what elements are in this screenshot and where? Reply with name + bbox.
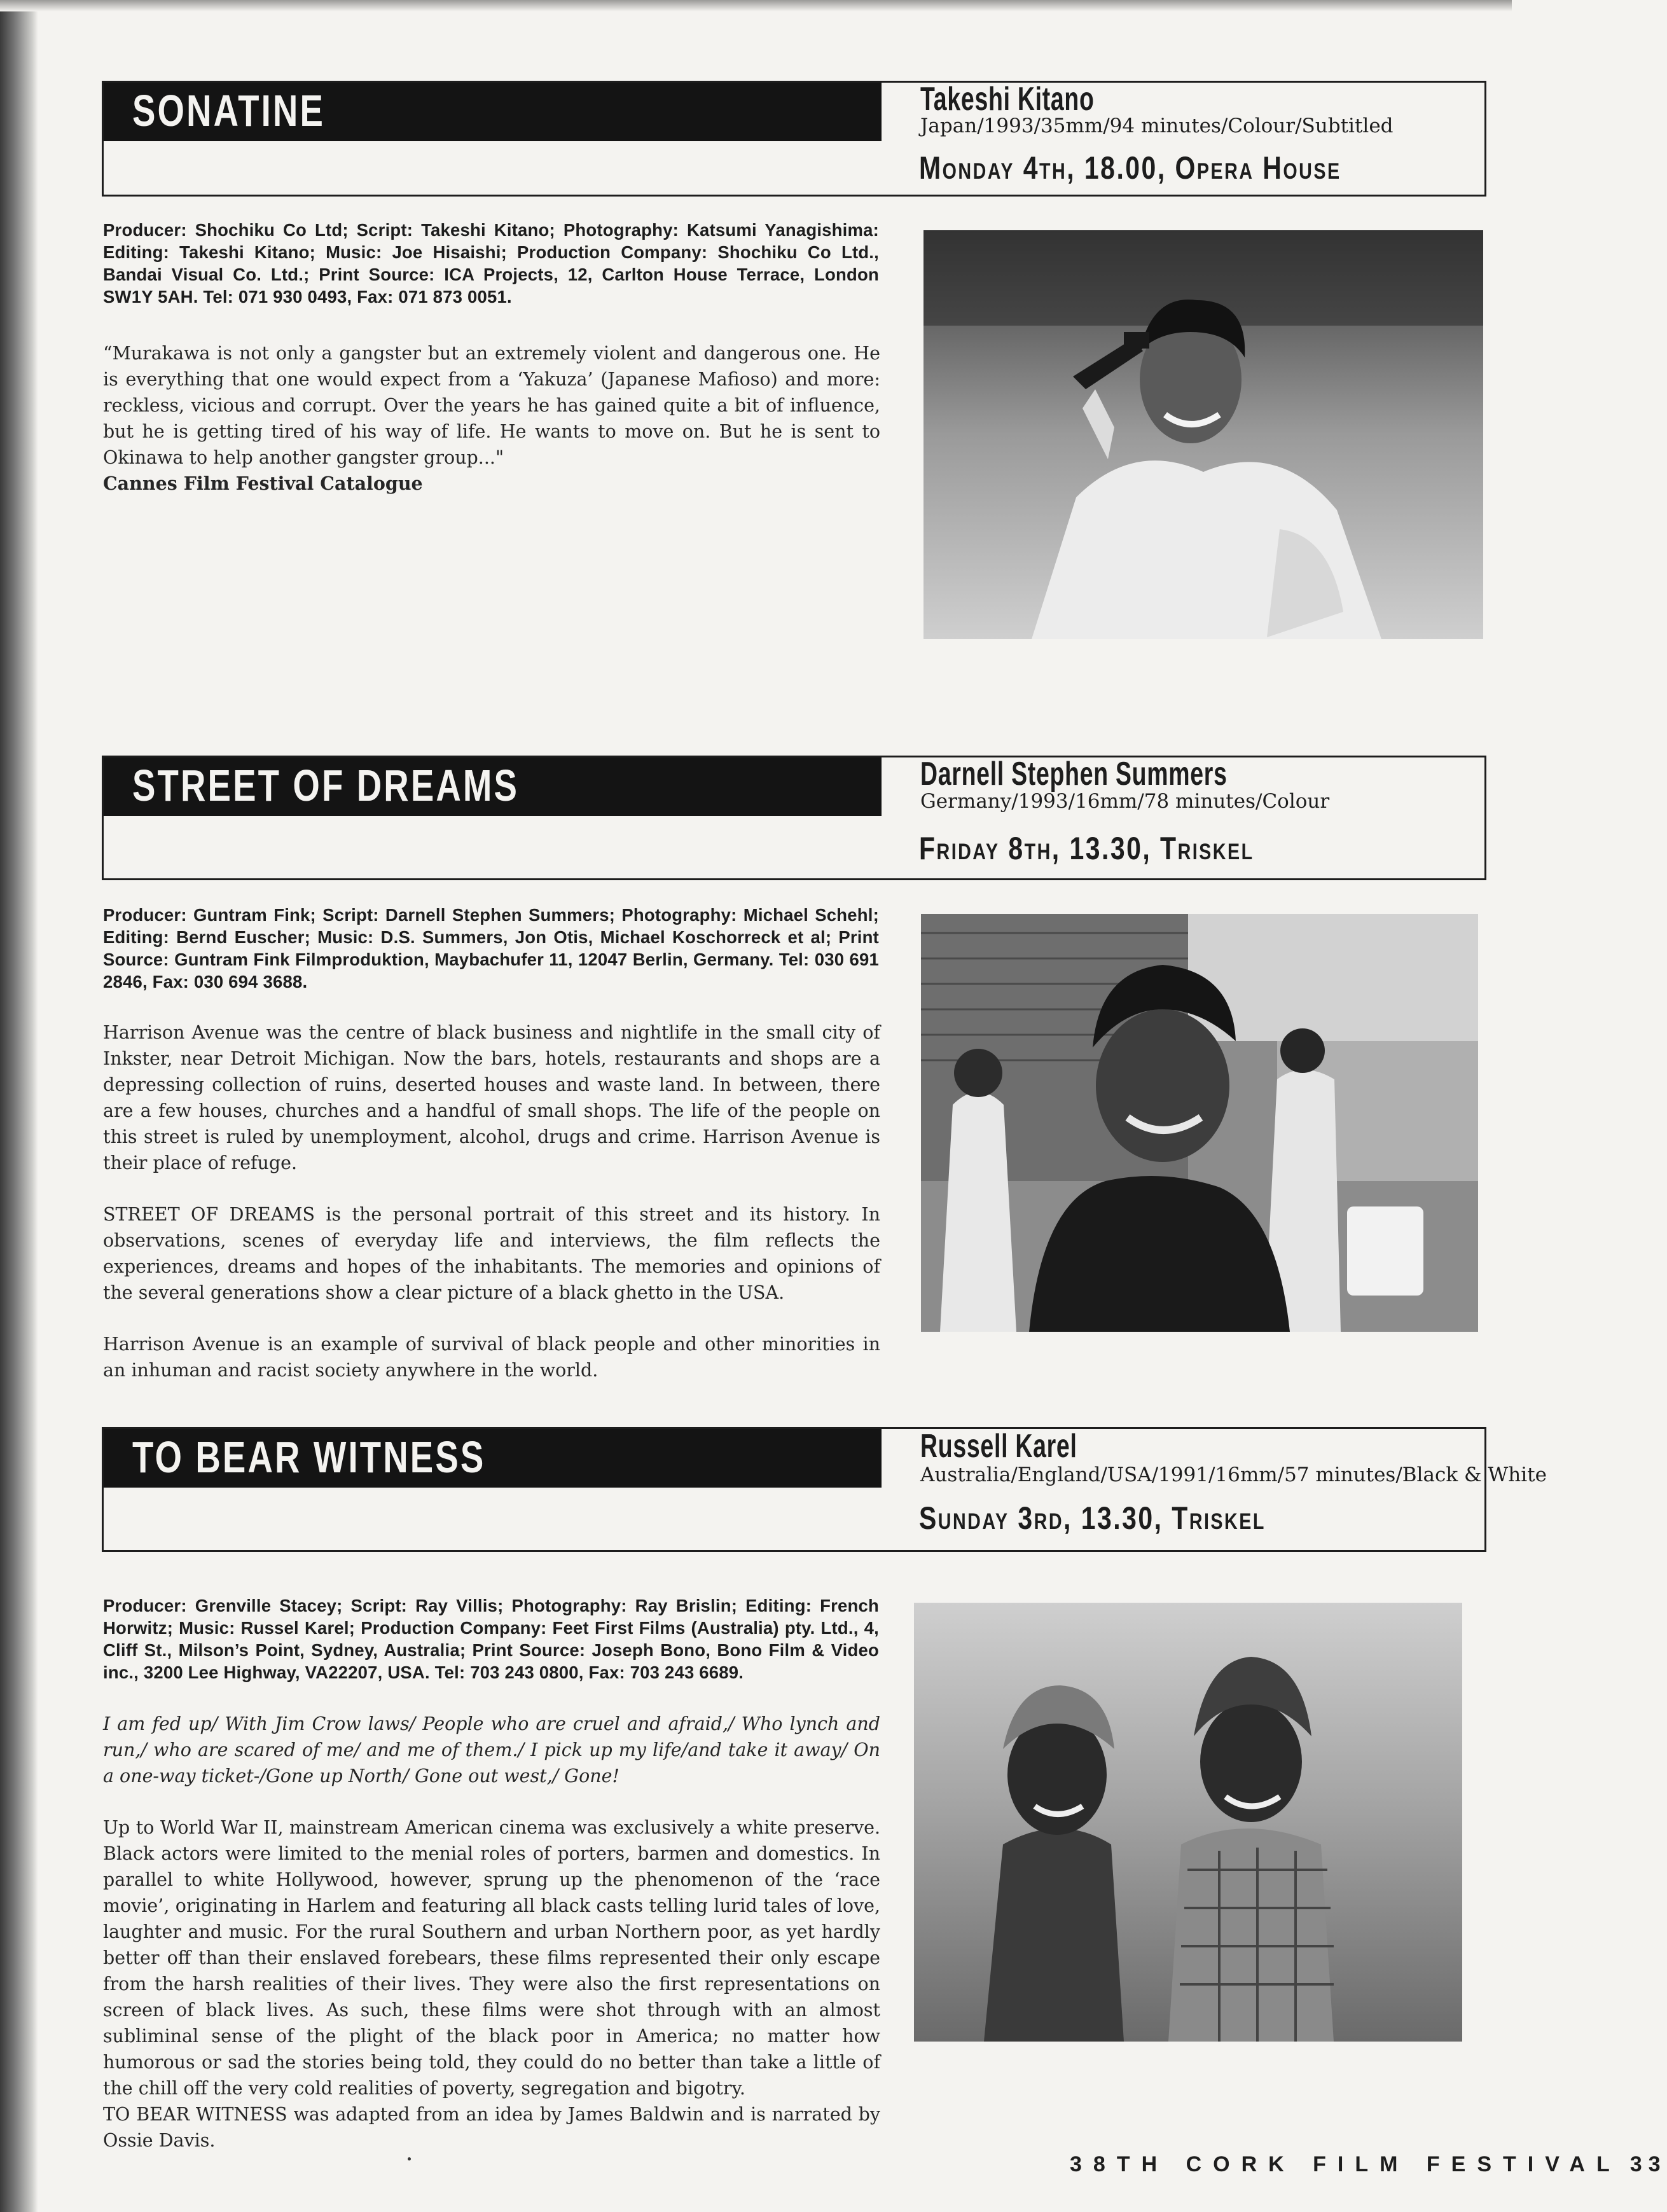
poem-excerpt: I am fed up/ With Jim Crow laws/ People who are cruel and afraid,/ Who lynch and run,/ who are scared of me/ and me of them./ I pick up my life/and take it away/ On a one-way ticket-/Gone up North/ Gone out west,/ Gone!	[103, 1713, 880, 1787]
page-top-edge	[0, 0, 1512, 11]
quote-source: Cannes Film Festival Catalogue	[103, 473, 423, 494]
screening-info: Monday 4th, 18.00, Opera House	[919, 150, 1341, 186]
description-paragraph: TO BEAR WITNESS was adapted from an idea by James Baldwin and is narrated by Ossie Davis.	[103, 2104, 880, 2151]
description-paragraph: STREET OF DREAMS is the personal portrait of this street and its history. In observations, scenes of everyday life and interviews, the film reflects the experiences, dreams and hopes of the inhabitants. The memories and opinions of the several generations show a clear picture of a black ghetto in the USA.	[103, 1204, 880, 1303]
film-meta: Australia/England/USA/1991/16mm/57 minutes/Black & White	[920, 1463, 1547, 1486]
film-title: SONATINE	[132, 86, 326, 135]
film-meta: Japan/1993/35mm/94 minutes/Colour/Subtitled	[920, 114, 1394, 137]
director-name: Takeshi Kitano	[920, 81, 1095, 118]
film-title: TO BEAR WITNESS	[132, 1432, 486, 1482]
description-paragraph: Harrison Avenue is an example of survival of black people and other minorities in an inhuman and racist society anywhere in the world.	[103, 1334, 880, 1381]
description-paragraph: Harrison Avenue was the centre of black business and nightlife in the small city of Inkster, near Detroit Michigan. Now the bars, hotels, restaurants and shops are a depressing collection of ruins, deserted houses and waste land. In between, there are a few houses, churches and a handful of small shops. The life of the people on this street is ruled by unemployment, alcohol, drugs and crime. Harrison Avenue is their place of refuge.	[103, 1022, 880, 1173]
photo-illustration	[914, 1603, 1462, 2042]
film-description	[103, 1020, 880, 1383]
film-credits: Producer: Grenville Stacey; Script: Ray Villis; Photography: Ray Brislin; Editing: French Horwitz; Music: Russel Karel; Production Company: Feet First Films (Australia) pty. Ltd., 4, Cliff St., Milson’s Point, Sydney, Australia; Print Source: Joseph Bono, Bono Film & Video inc., 3200 Lee Highway, VA22207, USA. Tel: 703 243 0800, Fax: 703 243 6689.	[103, 1596, 879, 1682]
director-name: Russell Karel	[920, 1428, 1077, 1465]
photo-illustration	[923, 230, 1483, 639]
director-name: Darnell Stephen Summers	[920, 756, 1228, 792]
description-quote: “Murakawa is not only a gangster but an extremely violent and dangerous one. He is everything that one would expect from a ‘Yakuza’ (Japanese Mafioso) and more: reckless, vicious and corrupt. Over the years he has gained quite a bit of influence, but he is getting tired of his way of life. He wants to move on. But he is sent to Okinawa to help another gangster group..."	[103, 343, 880, 468]
screening-info: Sunday 3rd, 13.30, Triskel	[919, 1500, 1266, 1536]
page-speck	[408, 2157, 411, 2160]
description-paragraph: Up to World War II, mainstream American cinema was exclusively a white preserve. Black actors were limited to the menial roles of porters, barmen and domestics. In parallel to white Hollywood, however, sprung up the phenomenon of the ‘race movie’, originating in Harlem and featuring all black casts telling lurid tales of love, laughter and music. For the rural Southern and urban Northern poor, as yet hardly better off than their enslaved forebears, these films represented their only escape from the harsh realities of their lives. They were also the first representations on screen of black lives. As such, these films were shot through with an almost subliminal sense of the plight of the black poor in America; no matter how humorous or sad the stories being told, they could do no better than take a little of the chill off the very cold realities of poverty, segregation and bigotry.	[103, 1817, 880, 2099]
film-description	[103, 1711, 880, 2153]
photo-illustration	[921, 914, 1478, 1332]
page-number: 33	[1629, 2152, 1667, 2176]
book-spine-shadow	[0, 0, 38, 2212]
title-frame	[102, 756, 1486, 880]
film-still-photo	[914, 1603, 1462, 2042]
screening-info: Friday 8th, 13.30, Triskel	[919, 831, 1254, 866]
film-still-photo	[923, 230, 1483, 639]
title-frame	[102, 1427, 1486, 1552]
film-description	[103, 340, 880, 497]
film-meta: Germany/1993/16mm/78 minutes/Colour	[920, 790, 1330, 813]
festival-name: 38TH CORK FILM FESTIVAL	[1070, 2152, 1621, 2176]
film-title: STREET OF DREAMS	[132, 761, 520, 810]
page-footer	[1070, 2152, 1667, 2177]
film-still-photo	[921, 914, 1478, 1332]
film-credits: Producer: Guntram Fink; Script: Darnell Stephen Summers; Photography: Michael Schehl; Editing: Bernd Euscher; Music: D.S. Summers, Jon Otis, Michael Koschorreck et al; Print Source: Guntram Fink Filmproduktion, Maybachufer 11, 12047 Berlin, Germany. Tel: 030 691 2846, Fax: 030 694 3688.	[103, 905, 879, 992]
film-credits: Producer: Shochiku Co Ltd; Script: Takeshi Kitano; Photography: Katsumi Yanagishima: Editing: Takeshi Kitano; Music: Joe Hisaishi; Production Company: Shochiku Co Ltd., Bandai Visual Co. Ltd.; Print Source: ICA Projects, 12, Carlton House Terrace, London SW1Y 5AH. Tel: 071 930 0493, Fax: 071 873 0051.	[103, 220, 879, 307]
